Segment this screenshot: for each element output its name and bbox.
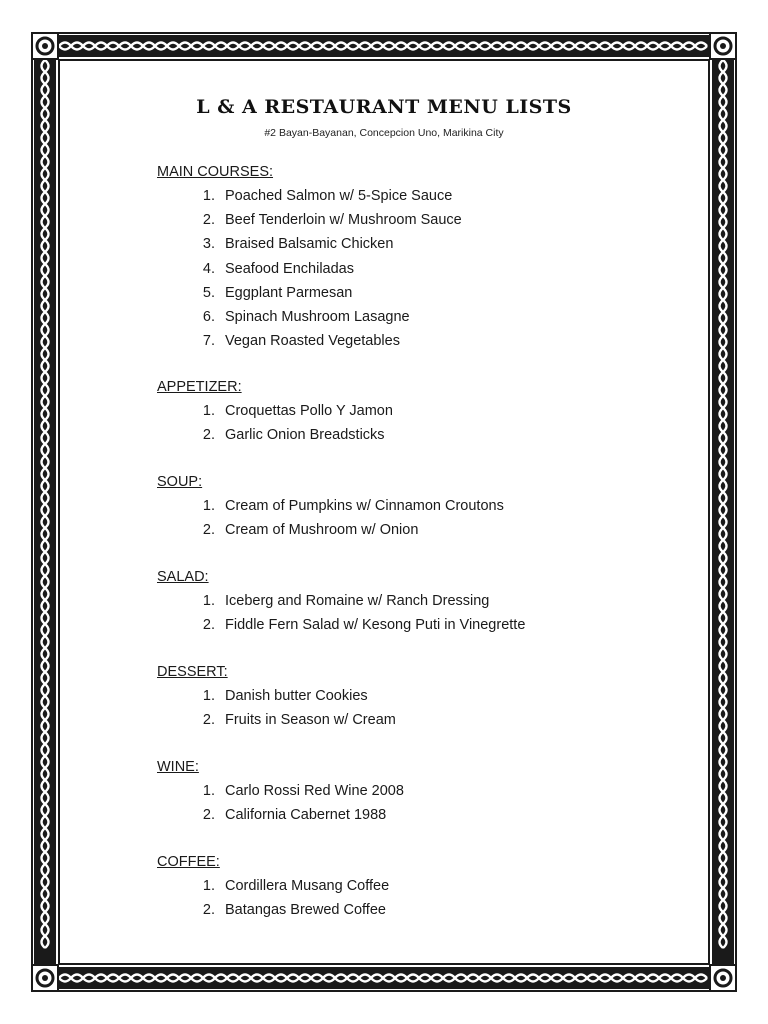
- menu-item: 1. Poached Salmon w/ 5-Spice Sauce: [202, 188, 453, 204]
- section-coffee: [157, 850, 677, 922]
- section-heading: COFFEE:: [157, 854, 220, 870]
- menu-item: 2. Batangas Brewed Coffee: [202, 902, 386, 919]
- section-appetizer: [157, 375, 677, 447]
- menu-item: 2. Beef Tenderloin w/ Mushroom Sauce: [202, 212, 462, 229]
- menu-item: 1. Croquettas Pollo Y Jamon: [202, 403, 393, 419]
- menu-page: [63, 64, 705, 960]
- section-heading: DESSERT:: [157, 664, 228, 680]
- section-heading: WINE:: [157, 759, 199, 775]
- menu-item: 2. Fiddle Fern Salad w/ Kesong Puti in Vinegrette: [202, 617, 526, 634]
- menu-item: 7. Vegan Roasted Vegetables: [202, 333, 400, 350]
- section-salad: [157, 565, 677, 637]
- menu-item: 2. Cream of Mushroom w/ Onion: [202, 522, 419, 539]
- menu-item: 2. California Cabernet 1988: [202, 807, 387, 824]
- menu-item: 2. Garlic Onion Breadsticks: [202, 427, 385, 444]
- section-heading: APPETIZER:: [157, 379, 242, 395]
- menu-item: 6. Spinach Mushroom Lasagne: [202, 308, 410, 325]
- menu-item: 4. Seafood Enchiladas: [202, 260, 354, 277]
- menu-item: 1. Danish butter Cookies: [202, 688, 368, 704]
- menu-item: 1. Cordillera Musang Coffee: [202, 878, 390, 894]
- menu-item: 2. Fruits in Season w/ Cream: [202, 712, 396, 729]
- section-dessert: [157, 660, 677, 732]
- section-main-courses: [157, 160, 677, 353]
- section-heading: SALAD:: [157, 569, 209, 585]
- section-soup: [157, 470, 677, 542]
- corner-dot: [720, 43, 726, 49]
- menu-item: 1. Cream of Pumpkins w/ Cinnamon Croutons: [202, 498, 504, 514]
- menu-title: L & A RESTAURANT MENU LISTS: [196, 96, 572, 118]
- corner-dot: [720, 975, 726, 981]
- restaurant-address: #2 Bayan-Bayanan, Concepcion Uno, Marikina City: [264, 127, 504, 139]
- section-heading: MAIN COURSES:: [157, 164, 274, 180]
- menu-item: 3. Braised Balsamic Chicken: [202, 236, 394, 253]
- menu-item: 5. Eggplant Parmesan: [202, 284, 353, 301]
- menu-item: 1. Iceberg and Romaine w/ Ranch Dressing: [202, 593, 490, 609]
- corner-dot: [42, 43, 48, 49]
- section-wine: [157, 755, 677, 827]
- menu-item: 1. Carlo Rossi Red Wine 2008: [202, 783, 404, 799]
- corner-dot: [42, 975, 48, 981]
- section-heading: SOUP:: [157, 474, 203, 490]
